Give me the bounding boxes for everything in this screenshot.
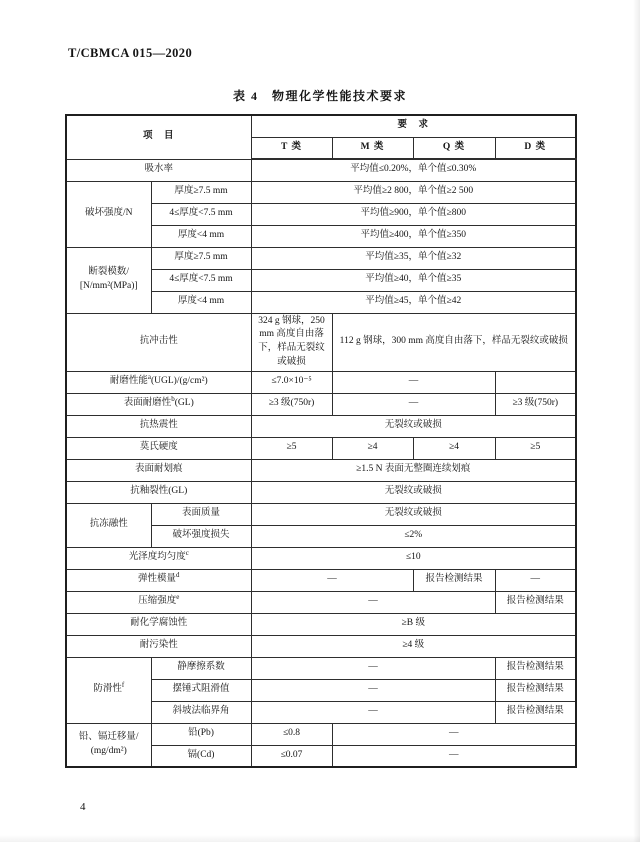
label-water-absorption: 吸水率	[66, 159, 251, 181]
value-mohs-m: ≥4	[332, 437, 413, 459]
label-stain-resistance: 耐污染性	[66, 635, 251, 657]
label-compressive-base: 压缩强度	[138, 596, 177, 607]
value-compressive-tmq: —	[251, 591, 495, 613]
value-chemical-resistance: ≥B 级	[251, 613, 576, 635]
sub-slip-3: 斜坡法临界角	[151, 701, 251, 723]
label-abrasion-ugl	[66, 371, 251, 393]
label-crazing-resistance: 抗釉裂性(GL)	[66, 481, 251, 503]
label-breaking-strength: 破坏强度/N	[66, 181, 151, 247]
value-freeze-thaw-2: ≤2%	[251, 525, 576, 547]
value-lead-mqd: —	[332, 723, 576, 745]
row-thermal-shock	[66, 415, 576, 437]
label-elastic-modulus	[66, 569, 251, 591]
sub-slip-2: 摆锤式阻滑值	[151, 679, 251, 701]
row-surface-abrasion	[66, 393, 576, 415]
value-water-absorption: 平均值≤0.20%，单个值≤0.30%	[251, 159, 576, 181]
value-surface-abrasion-d: ≥3 级(750r)	[495, 393, 576, 415]
row-impact-resistance	[66, 313, 576, 371]
value-surface-abrasion-t: ≥3 级(750r)	[251, 393, 332, 415]
standard-code: T/CBMCA 015—2020	[68, 46, 193, 60]
value-modulus-1: 平均值≥35，单个值≥32	[251, 247, 576, 269]
label-surface-abrasion-sup: b	[171, 395, 175, 404]
header-requirement: 要 求	[251, 115, 576, 137]
value-compressive-d: 报告检测结果	[495, 591, 576, 613]
sub-breaking-strength-3: 厚度<4 mm	[151, 225, 251, 247]
spec-table	[65, 114, 577, 768]
row-modulus-1	[66, 247, 576, 269]
row-scratch-resistance	[66, 459, 576, 481]
value-impact-mqd: 112 g 钢球，300 mm 高度自由落下，样品无裂纹或破损	[332, 313, 576, 371]
row-water-absorption	[66, 159, 576, 181]
value-surface-abrasion-mq: —	[332, 393, 495, 415]
value-slip-d-3: 报告检测结果	[495, 701, 576, 723]
sub-freeze-thaw-1: 表面质量	[151, 503, 251, 525]
label-modulus-line2: [N/mm²(MPa)]	[79, 281, 138, 291]
row-compressive-strength	[66, 591, 576, 613]
sub-breaking-strength-2: 4≤厚度<7.5 mm	[151, 203, 251, 225]
label-modulus	[66, 247, 151, 313]
table-title: 表 4 物理化学性能技术要求	[232, 89, 407, 103]
sub-modulus-3: 厚度<4 mm	[151, 291, 251, 313]
label-slip-sup: f	[121, 681, 125, 690]
sub-freeze-thaw-2: 破坏强度损失	[151, 525, 251, 547]
value-breaking-strength-2: 平均值≥900，单个值≥800	[251, 203, 576, 225]
value-freeze-thaw-1: 无裂纹或破损	[251, 503, 576, 525]
row-chemical-resistance	[66, 613, 576, 635]
value-lead-t: ≤0.8	[251, 723, 332, 745]
row-crazing-resistance	[66, 481, 576, 503]
label-modulus-line1: 断裂模数/	[88, 267, 130, 278]
value-gloss-uniformity: ≤10	[251, 547, 576, 569]
label-compressive-sup: e	[176, 593, 180, 602]
value-elastic-d: —	[495, 569, 576, 591]
value-abrasion-t: ≤7.0×10⁻⁵	[251, 371, 332, 393]
header-class-q: Q 类	[413, 137, 495, 159]
value-slip-tmq-2: —	[251, 679, 495, 701]
row-stain-resistance	[66, 635, 576, 657]
value-abrasion-d	[495, 371, 576, 393]
header-class-d: D 类	[495, 137, 576, 159]
sub-breaking-strength-1: 厚度≥7.5 mm	[151, 181, 251, 203]
value-mohs-q: ≥4	[413, 437, 495, 459]
value-elastic-tm: —	[251, 569, 413, 591]
row-gloss-uniformity	[66, 547, 576, 569]
value-thermal-shock: 无裂纹或破损	[251, 415, 576, 437]
sub-lead: 铅(Pb)	[151, 723, 251, 745]
label-surface-abrasion-rest: (GL)	[174, 398, 194, 409]
value-slip-d-1: 报告检测结果	[495, 657, 576, 679]
label-gloss-sup: c	[185, 549, 189, 558]
label-slip-resistance	[66, 657, 151, 723]
value-mohs-t: ≥5	[251, 437, 332, 459]
value-slip-tmq-3: —	[251, 701, 495, 723]
label-gloss-base: 光泽度均匀度	[128, 552, 186, 563]
label-freeze-thaw: 抗冻融性	[66, 503, 151, 547]
value-cadmium-mqd: —	[332, 745, 576, 767]
row-breaking-strength-1	[66, 181, 576, 203]
value-mohs-d: ≥5	[495, 437, 576, 459]
label-abrasion-rest: (UGL)/(g/cm²)	[150, 376, 208, 387]
value-scratch-resistance: ≥1.5 N 表面无整圈连续划痕	[251, 459, 576, 481]
page-number: 4	[80, 801, 86, 813]
label-surface-abrasion	[66, 393, 251, 415]
header-row-1	[66, 115, 576, 137]
label-abrasion-base: 耐磨性能	[109, 376, 148, 387]
value-stain-resistance: ≥4 级	[251, 635, 576, 657]
header-class-t: T 类	[251, 137, 332, 159]
label-elastic-base: 弹性模量	[138, 574, 177, 585]
value-breaking-strength-1: 平均值≥2 800，单个值≥2 500	[251, 181, 576, 203]
sub-modulus-2: 4≤厚度<7.5 mm	[151, 269, 251, 291]
label-compressive-strength	[66, 591, 251, 613]
value-breaking-strength-3: 平均值≥400，单个值≥350	[251, 225, 576, 247]
sub-cadmium: 镉(Cd)	[151, 745, 251, 767]
label-chemical-resistance: 耐化学腐蚀性	[66, 613, 251, 635]
label-slip-base: 防滑性	[93, 684, 122, 695]
row-elastic-modulus	[66, 569, 576, 591]
header-class-m: M 类	[332, 137, 413, 159]
sub-slip-1: 静摩擦系数	[151, 657, 251, 679]
value-impact-t: 324 g 钢球，250 mm 高度自由落下，样品无裂纹或破损	[251, 313, 332, 371]
value-cadmium-t: ≤0.07	[251, 745, 332, 767]
label-elastic-sup: d	[176, 571, 180, 580]
sub-modulus-1: 厚度≥7.5 mm	[151, 247, 251, 269]
value-modulus-3: 平均值≥45，单个值≥42	[251, 291, 576, 313]
value-slip-tmq-1: —	[251, 657, 495, 679]
label-lead-cadmium	[66, 723, 151, 767]
header-item: 项 目	[66, 115, 251, 159]
label-lead-cadmium-line1: 铅、镉迁移量/	[78, 732, 139, 743]
value-modulus-2: 平均值≥40，单个值≥35	[251, 269, 576, 291]
label-mohs-hardness: 莫氏硬度	[66, 437, 251, 459]
label-thermal-shock: 抗热震性	[66, 415, 251, 437]
label-scratch-resistance: 表面耐划痕	[66, 459, 251, 481]
label-lead-cadmium-line2: (mg/dm²)	[90, 745, 127, 756]
row-mohs-hardness	[66, 437, 576, 459]
value-abrasion-mq: —	[332, 371, 495, 393]
row-slip-resistance-1	[66, 657, 576, 679]
row-abrasion-ugl	[66, 371, 576, 393]
row-lead	[66, 723, 576, 745]
label-abrasion-sup: a	[147, 373, 151, 382]
row-freeze-thaw-1	[66, 503, 576, 525]
value-elastic-q: 报告检测结果	[413, 569, 495, 591]
value-slip-d-2: 报告检测结果	[495, 679, 576, 701]
value-crazing-resistance: 无裂纹或破损	[251, 481, 576, 503]
label-surface-abrasion-base: 表面耐磨性	[123, 398, 172, 409]
label-gloss-uniformity	[66, 547, 251, 569]
label-impact-resistance: 抗冲击性	[66, 313, 251, 371]
